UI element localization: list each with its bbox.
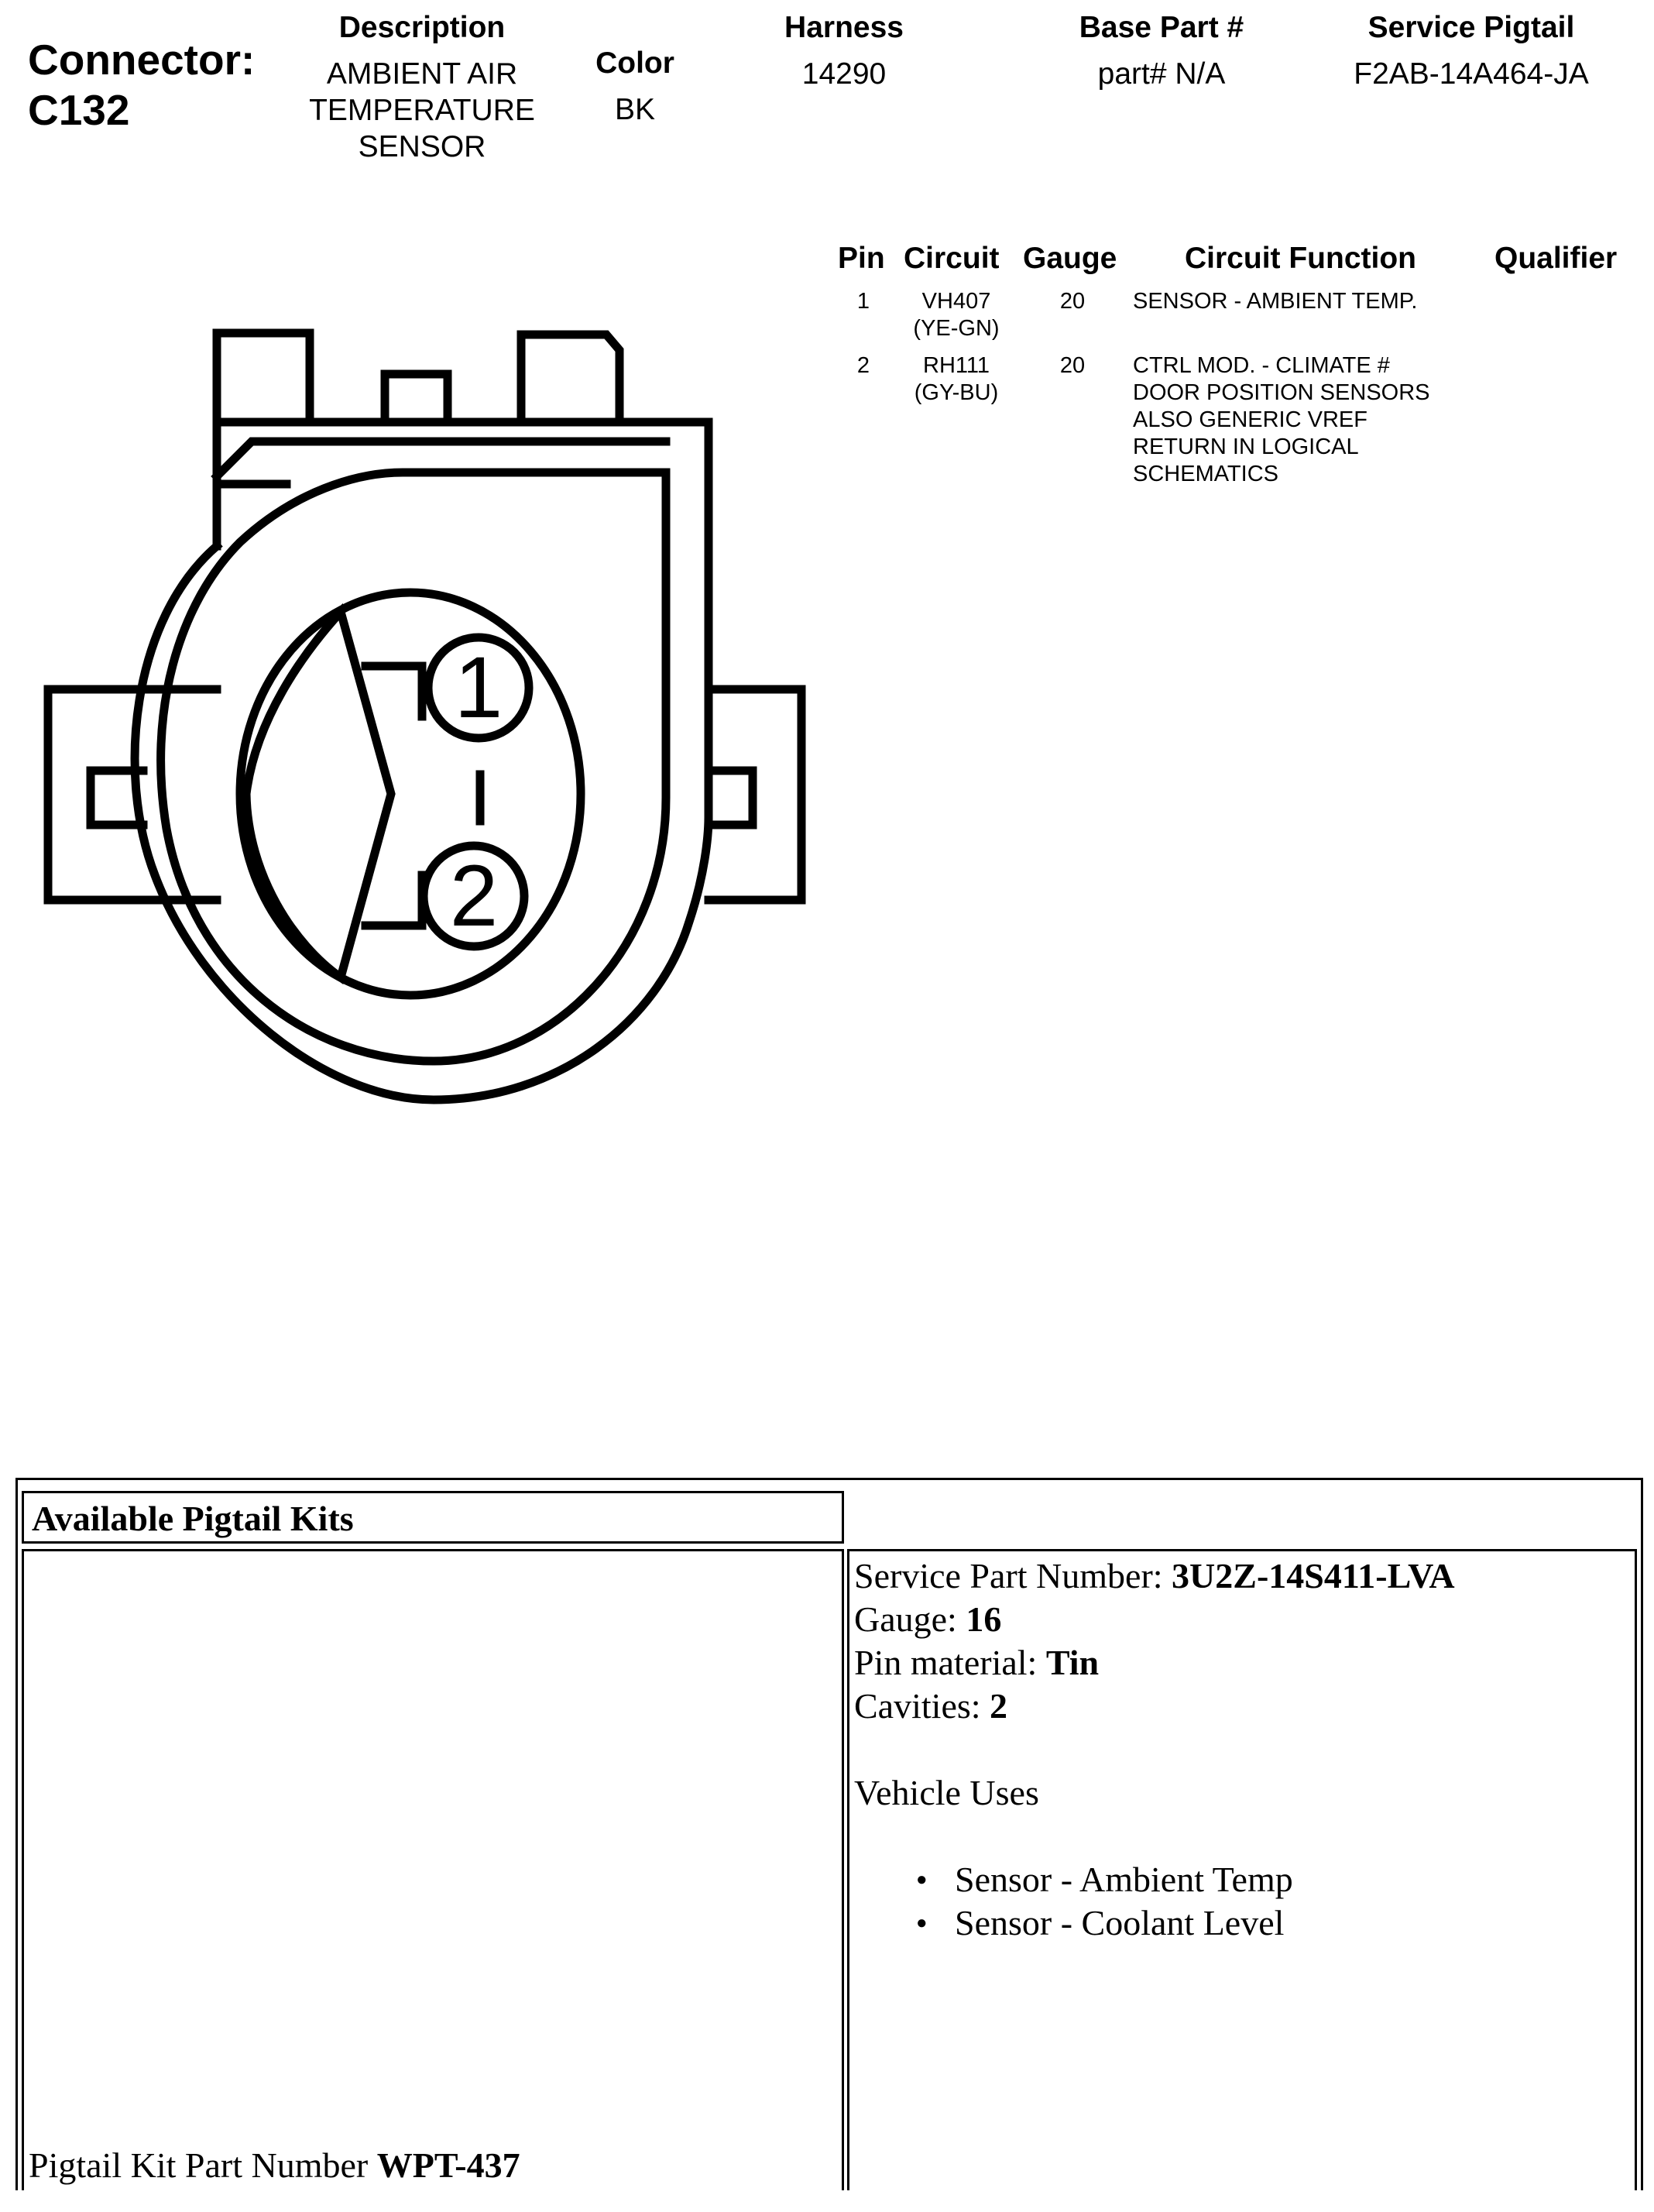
circuit-cell [898, 288, 1014, 342]
harness-value: 14290 [801, 57, 887, 91]
function-line: SENSOR - AMBIENT TEMP. [1133, 289, 1418, 314]
service-pigtail-value: F2AB-14A464-JA [1354, 57, 1589, 91]
function-line: DOOR POSITION SENSORS [1133, 380, 1430, 405]
description-line: TEMPERATURE [309, 94, 535, 127]
top-center-tab [385, 374, 448, 422]
service-pigtail-heading: Service Pigtail [1367, 11, 1575, 44]
connector-label: Connector: [28, 36, 256, 84]
top-left-tab [217, 333, 310, 422]
circuit-function-cell [1133, 288, 1417, 315]
qualifier-column-heading: Qualifier [1494, 242, 1618, 275]
pigtail-kit-part-value: WPT-437 [376, 2145, 520, 2185]
pin-material-value: Tin [1045, 1643, 1100, 1682]
circuit-wire-color: (GY-BU) [914, 380, 999, 405]
pin-material-label: Pin material: [854, 1643, 1046, 1682]
right-latch-slot [709, 771, 753, 825]
gauge-cell: 20 [1059, 353, 1086, 378]
function-line: RETURN IN LOGICAL [1133, 434, 1359, 459]
service-part-number [854, 1554, 1455, 1598]
color-value: BK [614, 93, 656, 126]
base-part-value: part# N/A [1097, 57, 1226, 91]
description-heading: Description [338, 11, 506, 44]
gauge-cell: 20 [1059, 289, 1086, 314]
circuit-function-cell [1133, 352, 1430, 488]
color-heading: Color [595, 46, 674, 80]
pigtail-kits-title: Available Pigtail Kits [32, 1499, 354, 1538]
harness-heading: Harness [784, 11, 904, 44]
mating-face [240, 592, 581, 995]
cavities [854, 1685, 1455, 1728]
function-line: ALSO GENERIC VREF [1133, 407, 1367, 432]
function-line: CTRL MOD. - CLIMATE # [1133, 353, 1390, 378]
pin-material [854, 1641, 1455, 1685]
top-right-tab [521, 335, 619, 422]
description-line: SENSOR [358, 130, 486, 163]
pigtail-kit-part-label: Pigtail Kit Part Number [29, 2145, 377, 2185]
base-part-heading: Base Part # [1079, 11, 1244, 44]
circuit-id: RH111 [923, 353, 990, 378]
vehicle-uses-title: Vehicle Uses [854, 1773, 1039, 1812]
pin-2-label: 2 [449, 847, 499, 944]
service-part-label: Service Part Number: [854, 1556, 1172, 1595]
circuit-function-column-heading: Circuit Function [1185, 242, 1416, 275]
circuit-cell [898, 352, 1014, 407]
pin-number: 1 [856, 289, 870, 314]
kit-gauge [854, 1598, 1455, 1641]
pin-column-heading: Pin [838, 242, 885, 275]
pin-number: 2 [856, 353, 870, 378]
cavities-label: Cavities: [854, 1686, 990, 1726]
pigtail-kit-part-number [29, 2144, 520, 2187]
pigtail-kit-image-box [22, 1549, 844, 2190]
list-item: ● Sensor - Coolant Level [916, 1901, 1455, 1945]
function-line: SCHEMATICS [1133, 462, 1278, 486]
circuit-id: VH407 [921, 289, 991, 314]
list-item: ● Sensor - Ambient Temp [916, 1858, 1455, 1901]
gauge-column-heading: Gauge [1023, 242, 1117, 275]
outer-shell [135, 546, 709, 1100]
connector-face-diagram [0, 294, 852, 1193]
service-part-value: 3U2Z-14S411-LVA [1172, 1556, 1455, 1595]
vehicle-uses-list [916, 1858, 1455, 1945]
pin-1-label: 1 [454, 639, 503, 736]
description-value [267, 56, 577, 165]
kit-gauge-label: Gauge: [854, 1599, 966, 1639]
pigtail-kit-details [854, 1554, 1455, 1945]
kit-gauge-value: 16 [966, 1599, 1002, 1639]
connector-id: C132 [28, 86, 130, 134]
pigtail-kit-details-box [847, 1549, 1637, 2190]
circuit-wire-color: (YE-GN) [913, 316, 1000, 341]
inner-shell [161, 472, 666, 1061]
pigtail-kits-title-box [22, 1491, 844, 1544]
description-line: AMBIENT AIR [326, 57, 518, 91]
circuit-column-heading: Circuit [904, 242, 1000, 275]
cavities-value: 2 [990, 1686, 1008, 1726]
